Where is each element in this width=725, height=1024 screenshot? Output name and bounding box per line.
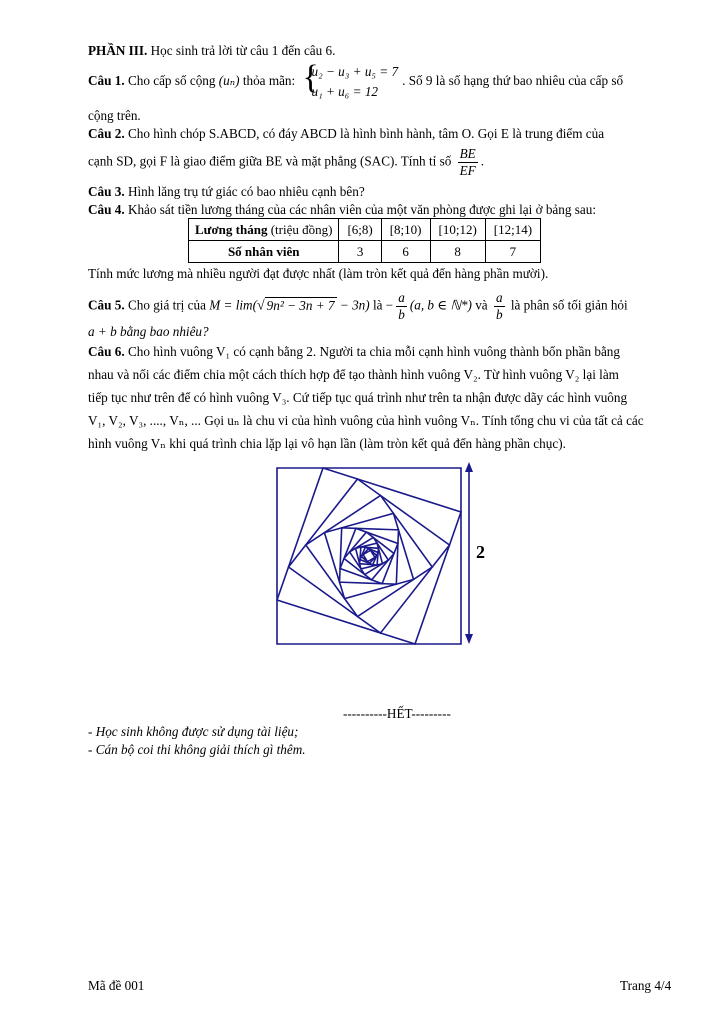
q5-expr-a: M = lim(	[209, 297, 257, 313]
q4-label: Câu 4.	[88, 202, 125, 217]
interval-cell: [8;10)	[381, 219, 430, 241]
q1-eq1: u₂ − u₃ + u₅ = 7	[311, 64, 399, 79]
part-text: Học sinh trả lời từ câu 1 đến câu 6.	[147, 43, 336, 58]
question-6	[88, 343, 673, 361]
question-2	[88, 125, 673, 143]
q6-line3: tiếp tục như trên để có hình vuông V₃. Cứ tiếp tục quá trình như trên ta nhận được dãy các hình vuông	[88, 390, 628, 405]
count-header-cell: Số nhân viên	[189, 241, 339, 263]
q5-expr-b: − 3n)	[336, 297, 370, 313]
q5-frac2-num: a	[495, 290, 503, 305]
brace-symbol: {	[302, 59, 319, 96]
salary-header-unit: (triệu đồng)	[267, 221, 333, 237]
q5-frac2-den: b	[495, 307, 503, 322]
q2-ratio-fraction	[458, 146, 478, 179]
q2-line2: cạnh SD, gọi F là giao điểm giữa BE và mặt phẳng (SAC). Tính tỉ số	[88, 153, 452, 169]
q6-label: Câu 6.	[88, 344, 125, 359]
q1-equation-system	[302, 59, 399, 102]
q5-sqrt-content: 9n² − 3n + 7	[266, 297, 335, 313]
q1-sequence: (uₙ)	[218, 73, 240, 89]
nested-squares-figure	[265, 456, 505, 648]
interval-cell: [12;14)	[485, 219, 540, 241]
q6-line2: nhau và nối các điểm chia một cách thích hợp để tạo thành hình vuông V₂. Từ hình vuông V₂ lại làm	[88, 367, 619, 382]
part-label: PHẦN III.	[88, 43, 148, 58]
square-v1	[277, 468, 461, 644]
q1-eq2: u₁ + u₆ = 12	[311, 84, 379, 99]
salary-header-cell	[189, 219, 339, 241]
q2-end: .	[480, 153, 485, 169]
q5-label: Câu 5.	[88, 297, 125, 313]
interval-cell: [10;12)	[430, 219, 485, 241]
q2-line1: Cho hình chóp S.ABCD, có đáy ABCD là hình bình hành, tâm O. Gọi E là trung điểm của	[124, 126, 605, 141]
q5-frac1-den: b	[398, 307, 405, 322]
square-v9	[350, 537, 389, 574]
square-v4	[306, 496, 433, 617]
nested-squares	[277, 468, 461, 644]
q1-continuation: cộng trên.	[88, 108, 141, 123]
q3-text: Hình lăng trụ tứ giác có bao nhiêu cạnh bên?	[124, 184, 365, 199]
count-cell: 3	[339, 241, 381, 263]
q6-line4: V₁, V₂, V₃, ...., Vₙ, ... Gọi uₙ là chu vi của hình vuông của hình vuông Vₙ. Tính tổng chu vi của tất cả các	[88, 413, 644, 428]
salary-table	[188, 218, 541, 263]
square-v7	[340, 528, 398, 583]
count-row	[189, 241, 541, 263]
q2-frac-den: EF	[459, 163, 476, 178]
q2-frac-num: BE	[459, 146, 476, 161]
question-3	[88, 183, 673, 201]
q5-condition: (a, b ∈ ℕ*)	[409, 297, 472, 313]
q5-text-d: là phân số tối giản hỏi	[507, 297, 628, 313]
q1-text-c: . Số 9 là số hạng thứ bao nhiêu của cấp số	[402, 73, 624, 89]
footer-exam-code: Mã đề 001	[88, 978, 145, 993]
square-v6	[340, 528, 399, 584]
salary-row	[189, 219, 541, 241]
q4-text: Khảo sát tiền lương tháng của các nhân viên của một văn phòng được ghi lại ở bảng sau:	[124, 202, 597, 217]
q2-line2-row	[88, 146, 673, 179]
count-cell: 8	[430, 241, 485, 263]
q5-fraction-2	[494, 290, 505, 323]
q4-after: Tính mức lương mà nhiều người đạt được nhất (làm tròn kết quả đến hàng phần mười).	[88, 266, 549, 281]
q5-line2: a + b bằng bao nhiêu?	[88, 324, 209, 339]
interval-cell: [6;8)	[339, 219, 381, 241]
q2-label: Câu 2.	[88, 126, 125, 141]
arrow-head-top	[465, 462, 473, 472]
q5-text-b: là	[369, 297, 386, 313]
q5-text-c: và	[471, 297, 491, 313]
side-length-label: 2	[476, 542, 485, 562]
q5-minus: −	[385, 297, 394, 313]
square-v3	[289, 479, 450, 633]
square-v2	[277, 468, 461, 644]
question-5	[88, 290, 673, 323]
arrow-head-bottom	[465, 634, 473, 644]
q5-frac1-num: a	[398, 290, 405, 305]
note-2: - Cán bộ coi thi không giải thích gì thêm.	[88, 742, 306, 757]
note-1: - Học sinh không được sử dụng tài liệu;	[88, 724, 299, 739]
q6-line5: hình vuông Vₙ khi quá trình chia lặp lại vô hạn lần (làm tròn kết quả đến hàng phần chục).	[88, 436, 566, 451]
count-cell: 6	[381, 241, 430, 263]
q5-fraction-1	[396, 290, 407, 323]
part-title	[88, 42, 673, 60]
footer-page-number: Trang 4/4	[620, 978, 672, 993]
square-v5	[324, 513, 413, 598]
count-cell: 7	[485, 241, 540, 263]
sqrt-sign: √	[256, 298, 265, 314]
salary-header-bold: Lương tháng	[195, 221, 268, 237]
question-4	[88, 201, 673, 219]
q5-text-a: Cho giá trị của	[124, 297, 210, 313]
q6-line1: Cho hình vuông V₁ có cạnh bằng 2. Người ta chia mỗi cạnh hình vuông thành bốn phần bằng	[124, 344, 620, 359]
q3-label: Câu 3.	[88, 184, 125, 199]
q1-text-b: thỏa mãn:	[239, 73, 296, 89]
q1-text-a: Cho cấp số cộng	[124, 73, 219, 89]
q1-label: Câu 1.	[88, 73, 125, 89]
question-1	[88, 59, 673, 102]
end-mark: ----------HẾT---------	[343, 706, 451, 721]
